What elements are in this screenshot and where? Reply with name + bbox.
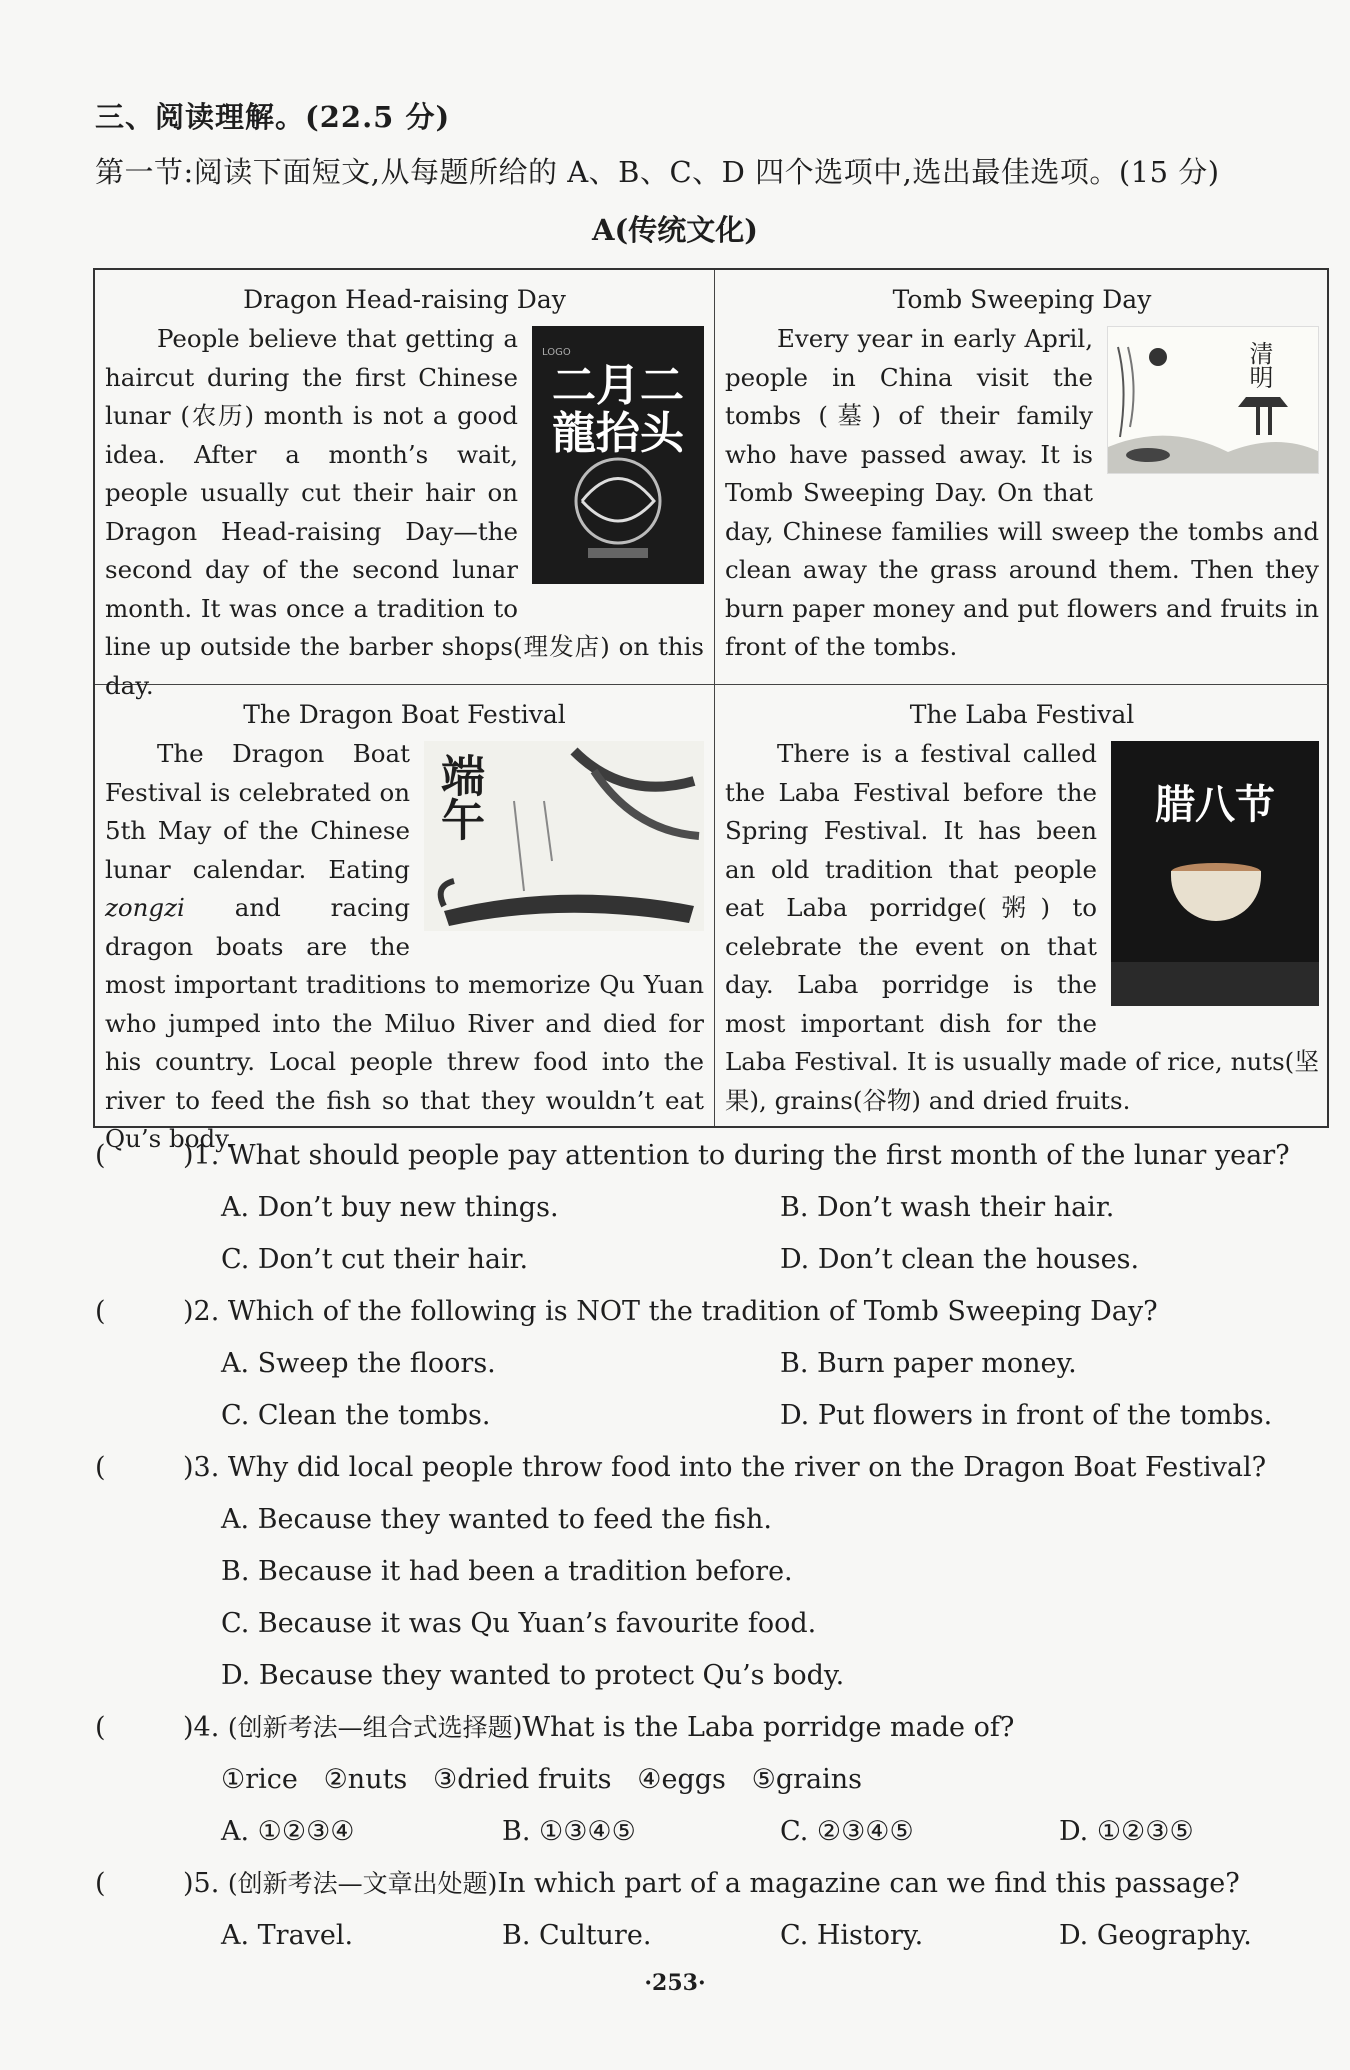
bowl-illustration <box>1171 871 1261 921</box>
option-b: B. Burn paper money. <box>780 1348 1077 1379</box>
option-a: A. Sweep the floors. <box>221 1348 496 1379</box>
passage-body-tomb: Every year in early April, people in China visit the tombs (墓) of their family who have passed away. It is Tomb Sweeping Day. On that day, Chinese families will sweep the tombs and clean away the grass around them. Then they burn paper money and put flowers and fruits in front of the tombs. <box>725 324 1319 661</box>
body-part-1: The Dragon Boat Festival is celebrated on 5th May of the Chinese lunar calendar. Eating <box>105 739 410 884</box>
option-d: D. ①②③⑤ <box>1059 1816 1194 1847</box>
passage-dragon-head-raising <box>95 270 715 700</box>
dragon-head-poster-image <box>532 326 704 584</box>
question-stem: In which part of a magazine can we find this passage? <box>497 1868 1240 1899</box>
passage-title-dragon-head: Dragon Head-raising Day <box>243 285 566 314</box>
option-d: D. Put flowers in front of the tombs. <box>780 1400 1273 1431</box>
passage-title-dragon-boat: The Dragon Boat Festival <box>243 700 566 729</box>
passage-laba <box>715 685 1329 1126</box>
section-title: 三、阅读理解。(22.5 分) <box>95 100 451 134</box>
page-number: ·253· <box>644 1970 706 1996</box>
laba-poster-image <box>1111 741 1319 1006</box>
option-b: B. ①③④⑤ <box>502 1816 636 1847</box>
option-a: A. Don’t buy new things. <box>221 1192 559 1223</box>
laba-calligraphy: 腊八节 <box>1155 782 1275 828</box>
passage-title-laba: The Laba Festival <box>909 700 1135 729</box>
passage-title: A(传统文化) <box>592 213 758 247</box>
dragon-boat-calligraphy: 端午 <box>433 753 484 841</box>
passage-body-dragon-head: People believe that getting a haircut during the first Chinese lunar (农历) month is not a good idea. After a month’s wait, people usually cut their hair on Dragon Head-raising Day—the second day of the second lunar month. It was once a tradition to line up outside the barber shops(理发店) on this day. <box>105 324 704 700</box>
option-d: D. Because they wanted to protect Qu’s body. <box>221 1660 845 1691</box>
question-2 <box>95 1286 1335 1442</box>
option-a: A. ①②③④ <box>221 1816 355 1847</box>
question-5 <box>95 1858 1335 1962</box>
body-italic-zongzi: zongzi <box>105 893 185 922</box>
combination-items: ①rice ②nuts ③dried fruits ④eggs ⑤grains <box>221 1764 863 1795</box>
passage-body-laba: There is a festival called the Laba Festival before the Spring Festival. It has been an old tradition that people eat Laba porridge(粥) to celebrate the event on that day. Laba porridge is the most important dish for the Laba Festival. It is usually made of rice, nuts(坚果), grains(谷物) and dried fruits. <box>725 739 1319 1115</box>
option-d: D. Don’t clean the houses. <box>780 1244 1140 1275</box>
option-c: C. ②③④⑤ <box>780 1816 914 1847</box>
tomb-calligraphy: 清明 <box>1245 341 1273 389</box>
answer-blank[interactable]: ( <box>95 1452 106 1483</box>
option-d: D. Geography. <box>1059 1920 1252 1951</box>
question-list <box>95 1130 1335 1962</box>
question-stem: )1. What should people pay attention to during the first month of the lunar year? <box>183 1140 1290 1171</box>
option-b: B. Because it had been a tradition before. <box>221 1556 793 1587</box>
question-number: )5. <box>183 1868 228 1899</box>
answer-blank[interactable]: ( <box>95 1296 106 1327</box>
answer-blank[interactable]: ( <box>95 1140 106 1171</box>
answer-blank[interactable]: ( <box>95 1868 106 1899</box>
option-c: C. History. <box>780 1920 924 1951</box>
poster-calligraphy: 二月二龍抬头 <box>552 360 684 459</box>
passage-tomb-sweeping <box>715 270 1329 685</box>
question-stem: What is the Laba porridge made of? <box>522 1712 1015 1743</box>
option-c: C. Clean the tombs. <box>221 1400 491 1431</box>
houses-illustration <box>1111 962 1319 1006</box>
passage-title-tomb: Tomb Sweeping Day <box>892 285 1152 314</box>
question-1 <box>95 1130 1335 1286</box>
option-a: A. Because they wanted to feed the fish. <box>221 1504 772 1535</box>
tomb-sweeping-ink-painting <box>1107 326 1319 474</box>
option-c: C. Because it was Qu Yuan’s favourite food. <box>221 1608 817 1639</box>
passage-dragon-boat <box>95 685 715 1153</box>
option-c: C. Don’t cut their hair. <box>221 1244 529 1275</box>
instruction-text: 第一节:阅读下面短文,从每题所给的 A、B、C、D 四个选项中,选出最佳选项。(15 分) <box>95 155 1220 189</box>
question-number: )4. <box>183 1712 228 1743</box>
question-type-tag: (创新考法—组合式选择题) <box>227 1713 523 1742</box>
ink-landscape-illustration <box>1108 327 1319 474</box>
option-a: A. Travel. <box>221 1920 354 1951</box>
option-b: B. Culture. <box>502 1920 652 1951</box>
question-3 <box>95 1442 1335 1702</box>
question-type-tag: (创新考法—文章出处题) <box>227 1869 498 1898</box>
answer-blank[interactable]: ( <box>95 1712 106 1743</box>
question-stem: )2. Which of the following is NOT the tradition of Tomb Sweeping Day? <box>183 1296 1158 1327</box>
question-stem: )3. Why did local people throw food into the river on the Dragon Boat Festival? <box>183 1452 1267 1483</box>
dragon-boat-poster-image <box>424 741 704 931</box>
poster-logo: LOGO <box>542 347 571 358</box>
option-b: B. Don’t wash their hair. <box>780 1192 1115 1223</box>
body-part-2: and racing dragon boats are the most important traditions to memorize Qu Yuan who jumped into the Miluo River and died for his country. Local people threw food into the river to feed the fish so that they wouldn’t eat Qu’s body. <box>105 893 704 1153</box>
question-4 <box>95 1702 1335 1858</box>
passage-grid <box>93 268 1329 1153</box>
